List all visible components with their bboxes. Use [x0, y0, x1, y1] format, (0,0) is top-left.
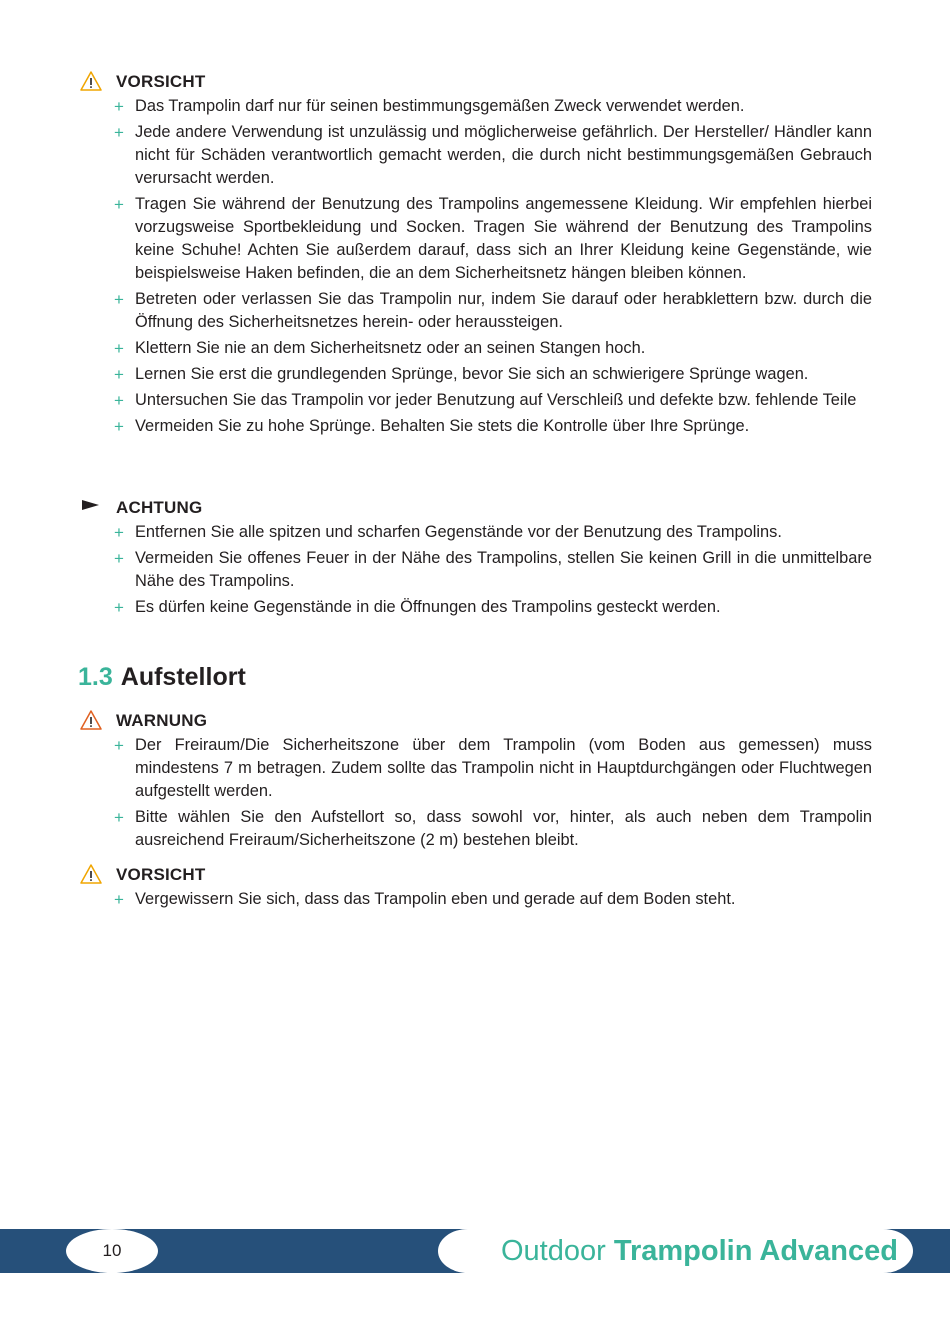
list-item: [114, 806, 872, 852]
plus-bullet-icon: +: [114, 417, 124, 436]
footer-title-light: Outdoor: [500, 1235, 606, 1267]
pennant-flag-icon: [80, 496, 102, 518]
list-item: [114, 734, 872, 803]
attention-list: [80, 521, 872, 619]
list-item-text: Bitte wählen Sie den Aufstellort so, dass sowohl vor, hinter, als auch neben dem Trampolin ausreichend Freiraum/Sicherheitszone (2 m) bestehen bleibt.: [135, 808, 872, 849]
plus-bullet-icon: +: [114, 195, 124, 214]
warning-heading: WARNUNG: [116, 711, 208, 730]
list-item-text: Klettern Sie nie an dem Sicherheitsnetz oder an seinen Stangen hoch.: [135, 339, 646, 357]
plus-bullet-icon: +: [114, 97, 124, 116]
section-number: 1.3: [78, 663, 113, 691]
caution-heading-row-2: [80, 864, 872, 886]
caution-block-2: [80, 864, 872, 914]
list-item: [114, 363, 872, 386]
list-item: [114, 547, 872, 593]
caution-list: [80, 95, 872, 438]
warning-heading-row: [80, 710, 872, 732]
list-item-text: Das Trampolin darf nur für seinen bestimmungsgemäßen Zweck verwendet werden.: [135, 97, 745, 115]
caution-heading-row: [80, 71, 872, 93]
list-item: [114, 337, 872, 360]
section-title-text: Aufstellort: [120, 663, 246, 691]
list-item-text: Lernen Sie erst die grundlegenden Sprünge, bevor Sie sich an schwierigere Sprünge wagen.: [135, 365, 809, 383]
list-item-text: Vermeiden Sie zu hohe Sprünge. Behalten Sie stets die Kontrolle über Ihre Sprünge.: [135, 417, 750, 435]
warning-triangle-icon: [80, 709, 102, 731]
caution-heading-2: VORSICHT: [116, 865, 206, 884]
caution-block: [80, 71, 872, 441]
list-item-text: Betreten oder verlassen Sie das Trampolin nur, indem Sie darauf oder herabklettern bzw. durch die Öffnung des Sicherheitsnetzes herein- oder heraussteigen.: [135, 290, 872, 331]
plus-bullet-icon: +: [114, 523, 124, 542]
caution-list-2: [80, 888, 872, 911]
list-item: [114, 288, 872, 334]
page-number: 10: [102, 1241, 122, 1260]
warning-triangle-icon: [80, 863, 102, 885]
plus-bullet-icon: +: [114, 890, 124, 909]
list-item: [114, 596, 872, 619]
list-item: [114, 193, 872, 285]
plus-bullet-icon: +: [114, 290, 124, 309]
warning-triangle-icon: [80, 70, 102, 92]
plus-bullet-icon: +: [114, 339, 124, 358]
list-item-text: Der Freiraum/Die Sicherheitszone über dem Trampolin (vom Boden aus gemessen) muss mindestens 7 m betragen. Zudem sollte das Trampolin nicht in Hauptdurchgängen oder Fluchtwegen aufgestellt werden.: [135, 736, 872, 800]
footer-title: [438, 1229, 898, 1273]
list-item: [114, 415, 872, 438]
warning-list: [80, 734, 872, 852]
list-item-text: Vermeiden Sie offenes Feuer in der Nähe des Trampolins, stellen Sie keinen Grill in die unmittelbare Nähe des Trampolins.: [135, 549, 872, 590]
list-item-text: Entfernen Sie alle spitzen und scharfen Gegenstände vor der Benutzung des Trampolins.: [135, 523, 782, 541]
footer-title-bold: Trampolin Advanced: [613, 1235, 898, 1267]
plus-bullet-icon: +: [114, 808, 124, 827]
list-item: [114, 95, 872, 118]
plus-bullet-icon: +: [114, 123, 124, 142]
list-item: [114, 389, 872, 412]
attention-heading: ACHTUNG: [116, 498, 203, 517]
attention-block: [80, 497, 872, 622]
plus-bullet-icon: +: [114, 549, 124, 568]
list-item: [114, 888, 872, 911]
warning-block: [80, 710, 872, 855]
plus-bullet-icon: +: [114, 365, 124, 384]
list-item: [114, 121, 872, 190]
list-item: [114, 521, 872, 544]
list-item-text: Untersuchen Sie das Trampolin vor jeder Benutzung auf Verschleiß und defekte bzw. fehlende Teile: [135, 391, 857, 409]
section-title: [78, 662, 246, 692]
plus-bullet-icon: +: [114, 391, 124, 410]
list-item-text: Jede andere Verwendung ist unzulässig und möglicherweise gefährlich. Der Hersteller/ Händler kann nicht für Schäden verantwortlich gemacht werden, die durch nicht bestimmungsgemäßen Gebrauch verursacht werden.: [135, 123, 872, 187]
attention-heading-row: [80, 497, 872, 519]
caution-heading: VORSICHT: [116, 72, 206, 91]
plus-bullet-icon: +: [114, 598, 124, 617]
list-item-text: Tragen Sie während der Benutzung des Trampolins angemessene Kleidung. Wir empfehlen hierbei vorzugsweise Sportbekleidung und Socken. Tragen Sie während der Benutzung des Trampolins keine Schuhe! Achten Sie außerdem darauf, dass sich an Ihrer Kleidung keine Gegenstände, wie beispielsweise Haken befinden, die an dem Sicherheitsnetz hängen bleiben können.: [135, 195, 872, 282]
list-item-text: Es dürfen keine Gegenstände in die Öffnungen des Trampolins gesteckt werden.: [135, 598, 721, 616]
plus-bullet-icon: +: [114, 736, 124, 755]
list-item-text: Vergewissern Sie sich, dass das Trampolin eben und gerade auf dem Boden steht.: [135, 890, 736, 908]
